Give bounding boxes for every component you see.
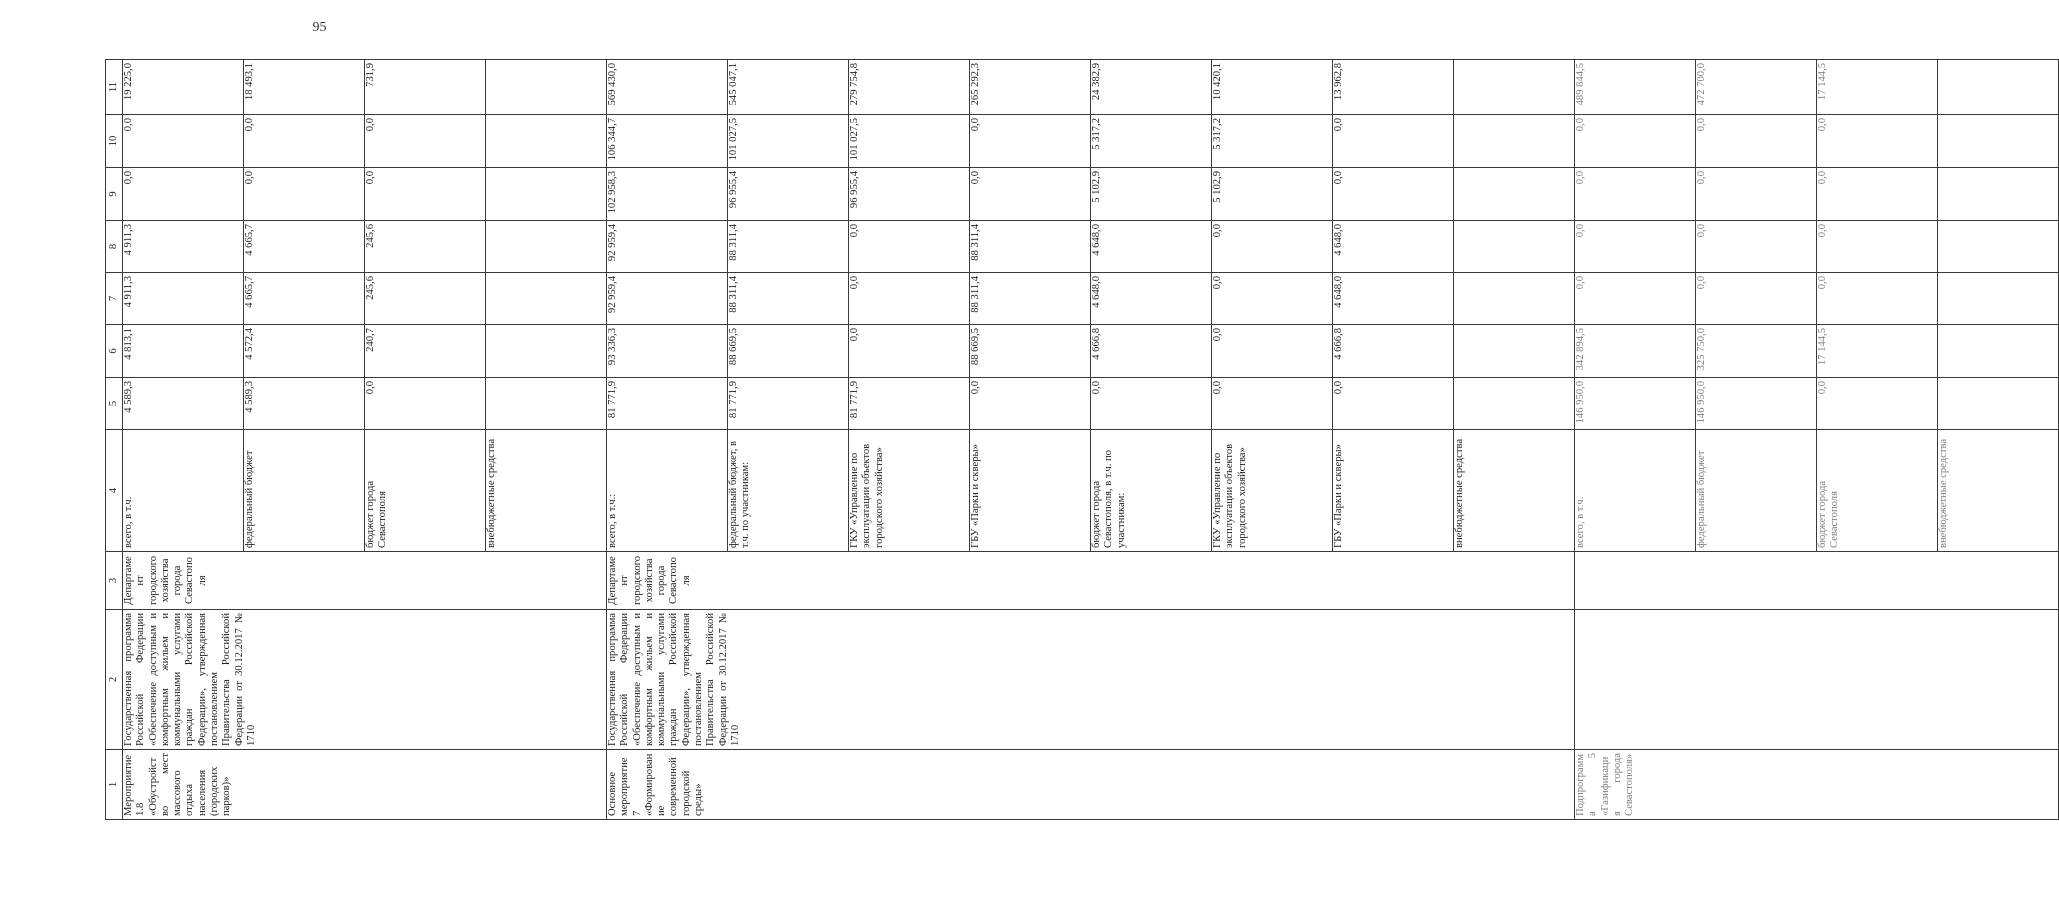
amount-value: 325 750,0: [1696, 325, 1817, 377]
rotated-table-sheet: [105, 60, 1949, 820]
amount-value: 81 771,9: [607, 378, 728, 429]
amount-value: [1454, 115, 1574, 167]
amount-value: 81 771,9: [728, 378, 849, 429]
amount-value: 0,0: [1212, 378, 1333, 429]
amount-value: 96 955,4: [849, 168, 970, 220]
amount-value: 0,0: [365, 168, 486, 220]
amount-cell: [1575, 221, 2059, 273]
header-col-2: 2: [106, 610, 123, 750]
amount-cell: [123, 60, 607, 115]
funding-source-label: федеральный бюджет: [1696, 430, 1817, 551]
header-col-9: 9: [106, 168, 123, 221]
amount-value: 0,0: [1091, 378, 1212, 429]
amount-value: 0,0: [849, 325, 970, 377]
header-col-3: 3: [106, 552, 123, 610]
amount-value: 88 669,5: [970, 325, 1091, 377]
executor-cell: Департамент городского хозяйства города Севастополя: [607, 552, 1575, 610]
amount-cell: [1575, 325, 2059, 378]
amount-value: 342 894,5: [1575, 325, 1696, 377]
funding-source-label: всего, в т.ч.: [1575, 430, 1696, 551]
funding-source-label: внебюджетные средства: [486, 438, 497, 548]
amount-value: 4 911,3: [123, 273, 244, 324]
amount-value: 731,9: [365, 60, 486, 114]
amount-value: 0,0: [1817, 378, 1938, 429]
funding-source-label: бюджет города Севастополя: [1817, 430, 1938, 551]
amount-value: 4 666,8: [1333, 325, 1454, 377]
amount-value: [486, 221, 606, 272]
amount-cell: [607, 115, 1575, 168]
funding-source-label: ГКУ «Управление по эксплуатации объектов городского хозяйства»: [849, 430, 970, 551]
amount-cell: [1575, 273, 2059, 325]
amount-value: 88 311,4: [970, 221, 1091, 272]
funding-source-label: ГБУ «Парки и скверы»: [970, 430, 1091, 551]
amount-value: 19 225,0: [123, 60, 244, 114]
budget-table: [105, 59, 2059, 820]
funding-source-cell: [123, 430, 607, 552]
amount-value: 0,0: [1817, 115, 1938, 167]
amount-value: 146 950,0: [1696, 378, 1817, 429]
amount-value: [1938, 221, 2058, 272]
amount-value: 489 844,5: [1575, 60, 1696, 114]
amount-value: 92 959,4: [607, 273, 728, 324]
amount-cell: [123, 273, 607, 325]
amount-cell: [123, 378, 607, 430]
amount-value: 0,0: [1333, 168, 1454, 220]
amount-value: 0,0: [1333, 115, 1454, 167]
header-col-10: 10: [106, 115, 123, 168]
amount-value: 92 959,4: [607, 221, 728, 272]
header-col-6: 6: [106, 325, 123, 378]
header-col-8: 8: [106, 221, 123, 273]
amount-value: 96 955,4: [728, 168, 849, 220]
funding-source-label: федеральный бюджет, в т.ч. по участникам:: [728, 430, 849, 551]
amount-cell: [607, 60, 1575, 115]
amount-cell: [1575, 60, 2059, 115]
amount-value: 4 665,7: [244, 273, 365, 324]
amount-value: 0,0: [1333, 378, 1454, 429]
header-col-11: 11: [106, 60, 123, 115]
amount-value: 5 102,9: [1212, 168, 1333, 220]
amount-value: 240,7: [365, 325, 486, 377]
amount-value: 88 311,4: [970, 273, 1091, 324]
amount-value: [486, 115, 606, 167]
amount-value: 0,0: [1575, 273, 1696, 324]
amount-value: 88 669,5: [728, 325, 849, 377]
amount-value: [486, 378, 606, 429]
funding-source-label: федеральный бюджет: [244, 430, 365, 551]
amount-value: [1938, 378, 2058, 429]
amount-value: [486, 273, 606, 324]
funding-source-label: всего, в т.ч.:: [607, 430, 728, 551]
amount-value: 0,0: [1575, 115, 1696, 167]
amount-value: [486, 60, 606, 114]
funding-source-label: внебюджетные средства: [1454, 438, 1465, 548]
amount-cell: [1575, 115, 2059, 168]
amount-value: 0,0: [1212, 273, 1333, 324]
amount-cell: [1575, 168, 2059, 221]
funding-source-cell: [1575, 430, 2059, 552]
amount-value: 0,0: [849, 273, 970, 324]
amount-cell: [1575, 378, 2059, 430]
amount-value: 18 493,1: [244, 60, 365, 114]
funding-source-label: всего, в т.ч.: [123, 430, 244, 551]
amount-value: [1938, 60, 2058, 114]
amount-value: 0,0: [1696, 168, 1817, 220]
header-row: [106, 60, 123, 820]
funding-source-cell: [607, 430, 1575, 552]
amount-value: 4 589,3: [244, 378, 365, 429]
amount-value: 0,0: [1575, 168, 1696, 220]
amount-value: 4 648,0: [1091, 221, 1212, 272]
amount-value: 545 047,1: [728, 60, 849, 114]
funding-source-label: ГКУ «Управление по эксплуатации объектов городского хозяйства»: [1212, 430, 1333, 551]
amount-value: 106 344,7: [607, 115, 728, 167]
amount-cell: [123, 168, 607, 221]
amount-value: 5 317,2: [1091, 115, 1212, 167]
funding-source-label: бюджет города Севастополя, в т.ч. по участникам:: [1091, 430, 1212, 551]
amount-value: [1454, 325, 1574, 377]
amount-value: [1454, 168, 1574, 220]
measure-name-cell: Подпрограмма 5 «Газификация города Севастополя»: [1575, 750, 2059, 820]
amount-value: 0,0: [970, 378, 1091, 429]
amount-value: 0,0: [123, 115, 244, 167]
amount-value: 0,0: [1212, 325, 1333, 377]
amount-value: 13 962,8: [1333, 60, 1454, 114]
amount-cell: [123, 221, 607, 273]
page-number: 95: [312, 20, 327, 35]
amount-value: [1938, 115, 2058, 167]
amount-value: 17 144,5: [1817, 325, 1938, 377]
amount-value: 279 754,8: [849, 60, 970, 114]
amount-value: 0,0: [1817, 273, 1938, 324]
amount-value: 0,0: [365, 378, 486, 429]
amount-value: 93 336,3: [607, 325, 728, 377]
table-row: [607, 60, 1575, 820]
amount-value: [486, 168, 606, 220]
funding-source-label: внебюджетные средства: [1938, 438, 1949, 548]
amount-value: 101 027,5: [728, 115, 849, 167]
amount-value: 146 950,0: [1575, 378, 1696, 429]
amount-value: 4 665,7: [244, 221, 365, 272]
amount-value: 88 311,4: [728, 273, 849, 324]
amount-cell: [607, 378, 1575, 430]
amount-value: 24 382,9: [1091, 60, 1212, 114]
amount-cell: [123, 115, 607, 168]
amount-cell: [607, 168, 1575, 221]
table-row: [123, 60, 607, 820]
amount-value: 0,0: [1696, 221, 1817, 272]
amount-value: 88 311,4: [728, 221, 849, 272]
amount-value: 4 813,1: [123, 325, 244, 377]
amount-value: [486, 325, 606, 377]
amount-value: 0,0: [244, 115, 365, 167]
program-cell: Государственная программа Российской Федерации «Обеспечение доступным и комфортным жильем и коммунальными услугами граждан Российской Федерации», утвержденная постановлением Правительства Российской Федерации от 30.12.2017 № 1710: [607, 610, 1575, 750]
amount-value: 0,0: [1696, 273, 1817, 324]
amount-value: 4 589,3: [123, 378, 244, 429]
executor-cell: Департамент городского хозяйства города Севастополя: [123, 552, 607, 610]
amount-value: [1454, 221, 1574, 272]
amount-value: 101 027,5: [849, 115, 970, 167]
amount-value: 0,0: [244, 168, 365, 220]
measure-name-cell: Мероприятие 1.8 «Обустройство мест массового отдыха населения (городских парков)»: [123, 750, 607, 820]
amount-value: [1454, 273, 1574, 324]
amount-cell: [607, 325, 1575, 378]
amount-value: 4 648,0: [1333, 221, 1454, 272]
amount-value: 4 911,3: [123, 221, 244, 272]
header-col-5: 5: [106, 378, 123, 430]
amount-value: 0,0: [1817, 168, 1938, 220]
amount-value: [1454, 60, 1574, 114]
amount-cell: [607, 273, 1575, 325]
header-col-4: 4: [106, 430, 123, 552]
amount-value: 245,6: [365, 221, 486, 272]
amount-value: [1938, 325, 2058, 377]
amount-value: 4 572,4: [244, 325, 365, 377]
amount-value: 0,0: [970, 115, 1091, 167]
amount-cell: [607, 221, 1575, 273]
amount-value: 265 292,3: [970, 60, 1091, 114]
amount-value: 0,0: [1212, 221, 1333, 272]
header-col-1: 1: [106, 750, 123, 820]
amount-value: 472 700,0: [1696, 60, 1817, 114]
amount-value: 0,0: [123, 168, 244, 220]
funding-source-label: бюджет города Севастополя: [365, 430, 486, 551]
amount-value: 17 144,5: [1817, 60, 1938, 114]
amount-value: 81 771,9: [849, 378, 970, 429]
amount-value: 4 648,0: [1333, 273, 1454, 324]
amount-value: 4 666,8: [1091, 325, 1212, 377]
amount-value: 0,0: [970, 168, 1091, 220]
funding-source-label: ГБУ «Парки и скверы»: [1333, 430, 1454, 551]
amount-value: 4 648,0: [1091, 273, 1212, 324]
amount-value: [1938, 168, 2058, 220]
amount-value: 245,6: [365, 273, 486, 324]
program-cell: Государственная программа Российской Федерации «Обеспечение доступным и комфортным жильем и коммунальными услугами граждан Российской Федерации», утвержденная постановлением Правительства Российской Федерации от 30.12.2017 № 1710: [123, 610, 607, 750]
amount-value: 102 958,3: [607, 168, 728, 220]
amount-value: 5 317,2: [1212, 115, 1333, 167]
amount-value: [1938, 273, 2058, 324]
amount-value: 10 420,1: [1212, 60, 1333, 114]
program-cell: [1575, 610, 2059, 750]
amount-value: 0,0: [1575, 221, 1696, 272]
amount-value: 0,0: [1817, 221, 1938, 272]
amount-value: 5 102,9: [1091, 168, 1212, 220]
amount-value: [1454, 378, 1574, 429]
amount-value: 0,0: [365, 115, 486, 167]
amount-value: 0,0: [1696, 115, 1817, 167]
header-col-7: 7: [106, 273, 123, 325]
amount-value: 569 430,0: [607, 60, 728, 114]
measure-name-cell: Основное мероприятие 7 «Формирование современной городской среды»: [607, 750, 1575, 820]
amount-value: 0,0: [849, 221, 970, 272]
amount-cell: [123, 325, 607, 378]
executor-cell: [1575, 552, 2059, 610]
table-row: [1575, 60, 2059, 820]
